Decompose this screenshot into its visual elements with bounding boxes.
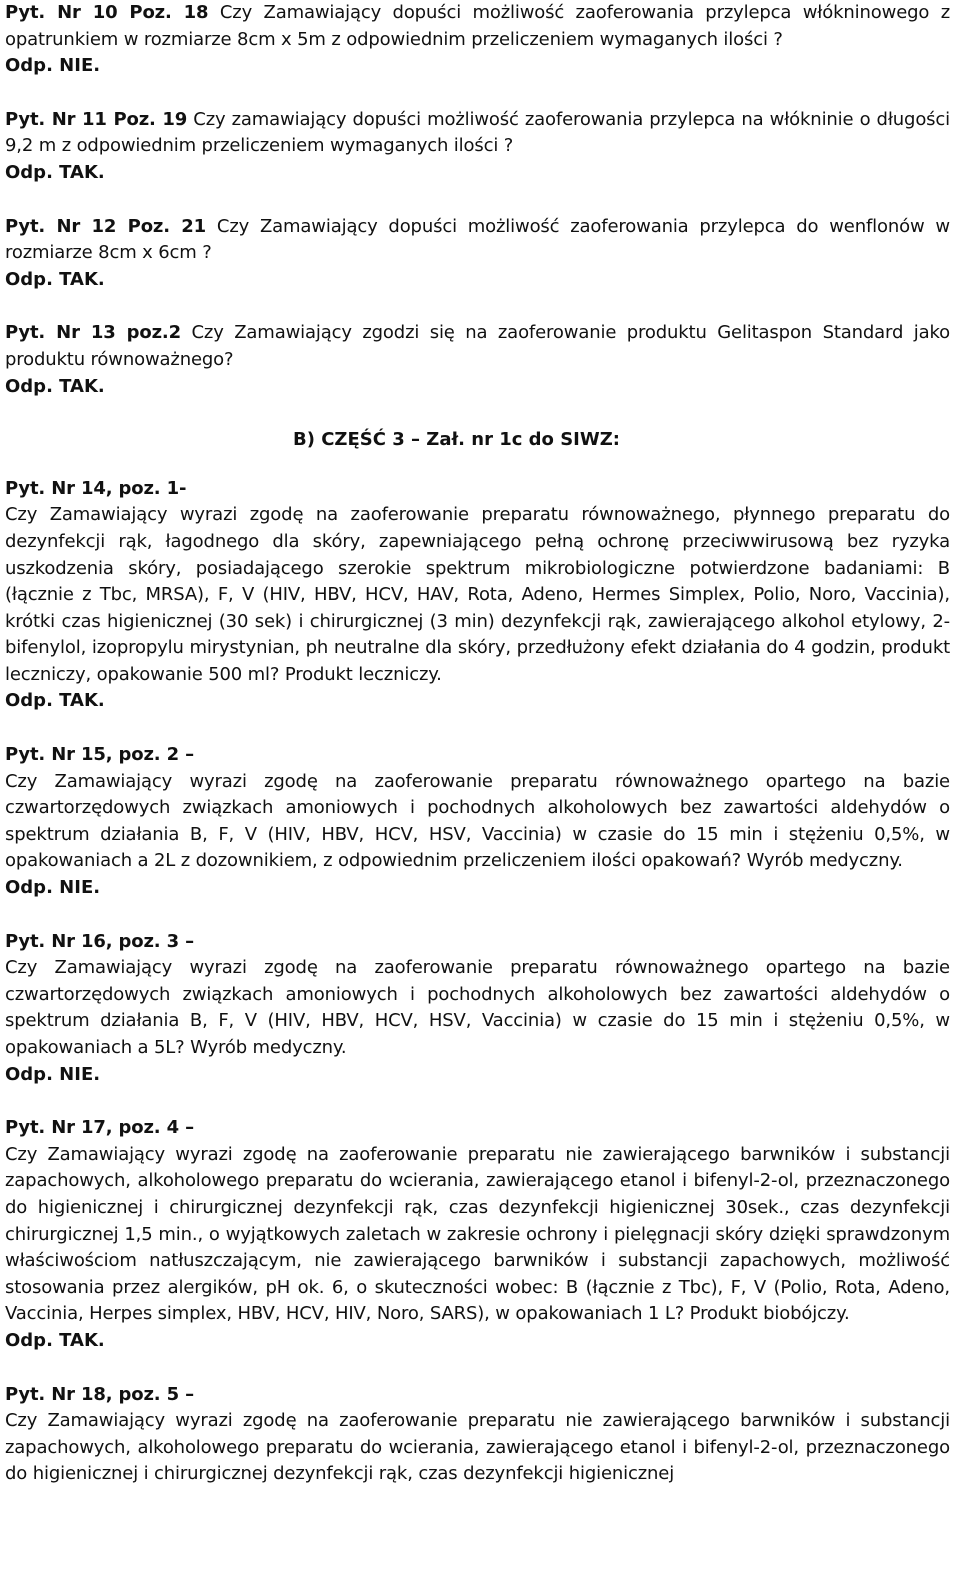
question-body: Czy Zamawiający wyrazi zgodę na zaoferowanie preparatu równoważnego, płynnego preparatu do dezynfekcji rąk, łagodnego dla skóry, zapewniającego pełną ochronę przeciwwirusową bez ryzyka uszkodzenia skóry, posiadającego szerokie spektrum mikrobiologiczne potwierdzone badaniami: B (łącznie z Tbc, MRSA), F, V (HIV, HBV, HCV, HAV, Rota, Adeno, Hermes Simplex, Polio, Noro, Vaccinia), krótki czas higienicznej (30 sek) i chirurgicznej (3 min) dezynfekcji rąk, zawierającego alkohol etylowy, 2-bifenylol, izopropylu mirystynian, ph neutralne dla skóry, przedłużony efekt działania do 4 godzin, produkt leczniczy, opakowanie 500 ml? Produkt leczniczy. (5, 504, 950, 685)
question-block-17 (5, 1115, 950, 1354)
question-text (5, 0, 950, 53)
question-body: Czy Zamawiający dopuści możliwość zaoferowania przylepca do wenflonów w rozmiarze 8cm x 6cm ? (5, 215, 950, 264)
question-block-11 (5, 107, 950, 187)
question-body: Czy zamawiający dopuści możliwość zaoferowania przylepca na włókninie o długości 9,2 m z odpowiednim przeliczeniem wymaganych ilości ? (5, 108, 951, 157)
section-heading-block (5, 427, 950, 454)
answer: Odp. TAK. (5, 690, 105, 712)
answer: Odp. TAK. (5, 1329, 105, 1351)
question-number: Pyt. Nr 18, poz. 5 – (5, 1383, 194, 1405)
answer: Odp. NIE. (5, 1063, 101, 1085)
question-text (5, 320, 950, 373)
question-text (5, 107, 950, 160)
answer: Odp. TAK. (5, 161, 105, 183)
question-body: Czy Zamawiający wyrazi zgodę na zaoferowanie preparatu równoważnego opartego na bazie czwartorzędowych związkach amoniowych i pochodnych alkoholowych bez zawartości aldehydów o spektrum działania B, F, V (HIV, HBV, HCV, HSV, Vaccinia) w czasie do 15 min i stężeniu 0,5%, w opakowaniach a 5L? Wyrób medyczny. (5, 957, 950, 1058)
question-block-15 (5, 742, 950, 902)
question-block-16 (5, 929, 950, 1089)
question-number: Pyt. Nr 10 Poz. 18 (5, 2, 209, 23)
question-number: Pyt. Nr 17, poz. 4 – (5, 1117, 194, 1139)
question-body: Czy Zamawiający dopuści możliwość zaoferowania przylepca włókninowego z opatrunkiem w rozmiarze 8cm x 5m z odpowiednim przeliczeniem wymaganych ilości ? (5, 2, 951, 50)
question-number: Pyt. Nr 14, poz. 1- (5, 477, 187, 499)
answer: Odp. NIE. (5, 877, 101, 899)
question-block-12 (5, 214, 950, 294)
question-block-10 (5, 0, 950, 80)
question-number: Pyt. Nr 11 Poz. 19 (5, 108, 188, 130)
question-body: Czy Zamawiający wyrazi zgodę na zaoferowanie preparatu nie zawierającego barwników i substancji zapachowych, alkoholowego preparatu do wcierania, zawierającego etanol i bifenyl-2-ol, przeznaczonego do higienicznej i chirurgicznej dezynfekcji rąk, czas dezynfekcji higienicznej (5, 1410, 950, 1485)
question-body: Czy Zamawiający wyrazi zgodę na zaoferowanie preparatu równoważnego opartego na bazie czwartorzędowych związkach amoniowych i pochodnych alkoholowych bez zawartości aldehydów o spektrum działania B, F, V (HIV, HBV, HCV, HSV, Vaccinia) w czasie do 15 min i stężeniu 0,5%, w opakowaniach a 2L z dozownikiem, z odpowiednim przeliczeniem ilości opakowań? Wyrób medyczny. (5, 770, 950, 872)
question-number: Pyt. Nr 15, poz. 2 – (5, 744, 194, 766)
answer: Odp. NIE. (5, 55, 101, 77)
answer: Odp. TAK. (5, 268, 105, 290)
question-number: Pyt. Nr 16, poz. 3 – (5, 930, 194, 952)
question-body: Czy Zamawiający wyrazi zgodę na zaoferowanie preparatu nie zawierającego barwników i substancji zapachowych, alkoholowego preparatu do wcierania, zawierającego etanol i bifenyl-2-ol, przeznaczonego do higienicznej i chirurgicznej dezynfekcji rąk, czas dezynfekcji higienicznej 30sek., czas dezynfekcji chirurgicznej 1,5 min., o wyjątkowych zaletach w zakresie ochrony i pielęgnacji skóry dzięki sprawdzonym właściwościom natłuszczającym, nie zawierającego barwników i substancji zapachowych, możliwość stosowania przez alergików, pH ok. 6, o skuteczności wobec: B (łącznie z Tbc), F, V (Polio, Rota, Adeno, Vaccinia, Herpes simplex, HBV, HCV, HIV, Noro, SARS), w opakowaniach 1 L? Produkt biobójczy. (5, 1143, 950, 1325)
section-title: B) CZĘŚĆ 3 – Zał. nr 1c do SIWZ: (293, 429, 620, 451)
question-text (5, 214, 950, 267)
question-block-18 (5, 1382, 950, 1488)
answer: Odp. TAK. (5, 375, 105, 397)
question-block-13 (5, 320, 950, 400)
question-number: Pyt. Nr 12 Poz. 21 (5, 215, 207, 237)
question-number: Pyt. Nr 13 poz.2 (5, 322, 181, 344)
question-block-14 (5, 476, 950, 715)
question-body: Czy Zamawiający zgodzi się na zaoferowanie produktu Gelitaspon Standard jako produktu równoważnego? (5, 322, 950, 370)
